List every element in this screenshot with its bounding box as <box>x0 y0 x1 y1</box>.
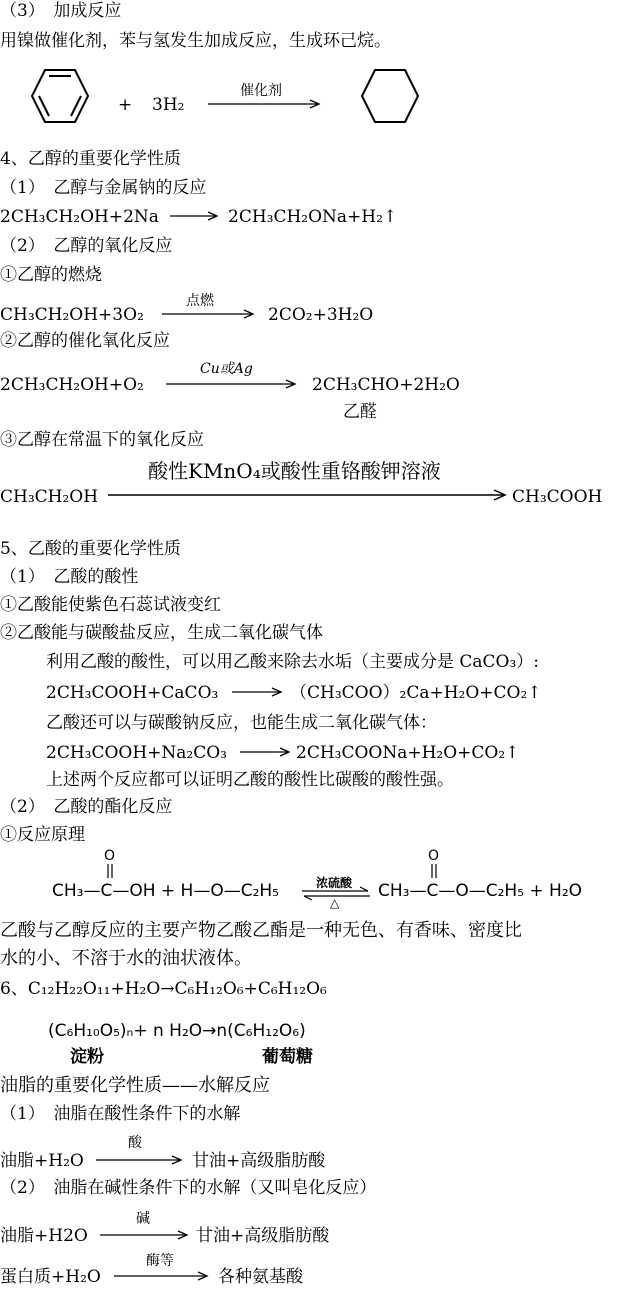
section5-sub1: （1） 乙酸的酸性 <box>0 567 139 587</box>
scale-removal-text: 利用乙酸的酸性，可以用乙酸来除去水垢（主要成分是 CaCO₃）: <box>46 652 540 672</box>
condition-kmno4: 酸性KMnO₄或酸性重铬酸钾溶液 <box>148 459 441 483</box>
condition-enzyme: 酶等 <box>146 1253 174 1269</box>
condition-ignite: 点燃 <box>186 293 214 309</box>
reaction-arrow-icon <box>240 748 292 758</box>
section3-heading: （3） 加成反应 <box>0 1 122 21</box>
hydrogen-reactant: 3H₂ <box>152 95 185 115</box>
eq-ethanol-na-right: 2CH₃CH₂ONa+H₂↑ <box>228 207 398 227</box>
sucrose-hydrolysis-eq: 6、C₁₂H₂₂O₁₁+H₂O→C₆H₁₂O₆+C₆H₁₂O₆ <box>0 979 327 999</box>
fat-heading: 油脂的重要化学性质——水解反应 <box>0 1075 270 1096</box>
eq-na2co3-right: 2CH₃COONa+H₂O+CO₂↑ <box>296 743 520 763</box>
catalytic-oxidation-item: ②乙醇的催化氧化反应 <box>0 331 170 351</box>
eq-ethanol-na-left: 2CH₃CH₂OH+2Na <box>0 207 159 227</box>
condition-sulfuric-acid: 浓硫酸 <box>316 876 353 890</box>
benzene-ring-icon <box>30 68 90 124</box>
carbonyl-oxygen-left: O <box>104 848 116 864</box>
carbonyl-oxygen-right: O <box>428 848 440 864</box>
plus-sign: + <box>118 95 133 115</box>
reaction-arrow-icon <box>208 100 323 110</box>
reaction-arrow-icon <box>166 380 298 390</box>
reaction-arrow-icon <box>96 1156 184 1166</box>
catalyst-label: 催化剂 <box>240 83 282 99</box>
eq-fat-base-left: 油脂+H2O <box>0 1226 88 1246</box>
reaction-arrow-icon <box>170 212 220 222</box>
eq-kmno4-right: CH₃COOH <box>512 487 603 507</box>
section3-description: 用镍做催化剂，苯与氢发生加成反应，生成环己烷。 <box>0 31 391 51</box>
condition-acid: 酸 <box>128 1135 142 1151</box>
combustion-item: ①乙醇的燃烧 <box>0 265 102 285</box>
double-bond-right-icon <box>430 864 438 880</box>
reaction-arrow-icon <box>232 688 284 698</box>
section4-heading: 4、乙醇的重要化学性质 <box>0 149 181 169</box>
eq-caco3-right: （CH₃COO）₂Ca+H₂O+CO₂↑ <box>290 683 542 703</box>
carbonate-item: ②乙酸能与碳酸盐反应，生成二氧化碳气体 <box>0 623 323 643</box>
na2co3-text: 乙酸还可以与碳酸钠反应，也能生成二氧化碳气体： <box>46 713 437 733</box>
eq-combustion-left: CH₃CH₂OH+3O₂ <box>0 305 144 325</box>
eq-fat-acid-right: 甘油+高级脂肪酸 <box>192 1151 326 1171</box>
eq-na2co3-left: 2CH₃COOH+Na₂CO₃ <box>46 743 227 763</box>
starch-label: 淀粉 <box>70 1047 104 1067</box>
condition-cu-ag: Cu或Ag <box>200 361 253 377</box>
glucose-label: 葡萄糖 <box>262 1047 313 1067</box>
eq-fat-acid-left: 油脂+H₂O <box>0 1151 84 1171</box>
section4-sub1: （1） 乙醇与金属钠的反应 <box>0 178 207 198</box>
acidity-conclusion-text: 上述两个反应都可以证明乙酸的酸性比碳酸的酸性强。 <box>46 770 454 790</box>
reaction-principle-item: ①反应原理 <box>0 825 85 845</box>
litmus-item: ①乙酸能使紫色石蕊试液变红 <box>0 595 221 615</box>
section4-sub2: （2） 乙醇的氧化反应 <box>0 236 173 256</box>
eq-catalytic-right: 2CH₃CHO+2H₂O <box>312 375 460 395</box>
cyclohexane-ring-icon <box>360 68 420 124</box>
ester-products: CH₃—C—O—C₂H₅ + H₂O <box>378 881 583 901</box>
reaction-arrow-icon <box>108 491 508 501</box>
reaction-arrow-icon <box>100 1231 190 1241</box>
eq-protein-left: 蛋白质+H₂O <box>0 1267 101 1287</box>
starch-hydrolysis-eq: (C₆H₁₀O₅)ₙ+ n H₂O→n(C₆H₁₂O₆) <box>48 1021 306 1041</box>
eq-fat-base-right: 甘油+高级脂肪酸 <box>196 1226 330 1246</box>
reaction-arrow-icon <box>114 1272 210 1282</box>
room-temp-oxidation-item: ③乙醇在常温下的氧化反应 <box>0 430 204 450</box>
double-bond-left-icon <box>106 864 114 880</box>
fat-base-sub: （2） 油脂在碱性条件下的水解（又叫皂化反应） <box>0 1178 377 1198</box>
ester-description-line2: 水的小、不溶于水的油状液体。 <box>0 948 252 969</box>
condition-base: 碱 <box>136 1211 150 1227</box>
eq-combustion-right: 2CO₂+3H₂O <box>268 305 374 325</box>
eq-catalytic-left: 2CH₃CH₂OH+O₂ <box>0 375 144 395</box>
eq-caco3-left: 2CH₃COOH+CaCO₃ <box>46 683 219 703</box>
eq-kmno4-left: CH₃CH₂OH <box>0 487 99 507</box>
acetaldehyde-label: 乙醛 <box>343 402 377 422</box>
fat-acid-sub: （1） 油脂在酸性条件下的水解 <box>0 1104 241 1124</box>
condition-heat: △ <box>330 896 340 910</box>
eq-protein-right: 各种氨基酸 <box>218 1267 303 1287</box>
ester-reactants: CH₃—C—OH + H—O—C₂H₅ <box>52 881 280 901</box>
section5-heading: 5、乙酸的重要化学性质 <box>0 539 181 559</box>
ester-description-line1: 乙酸与乙醇反应的主要产物乙酸乙酯是一种无色、有香味、密度比 <box>0 920 522 941</box>
section5-sub2: （2） 乙酸的酯化反应 <box>0 797 173 817</box>
reaction-arrow-icon <box>162 310 257 320</box>
